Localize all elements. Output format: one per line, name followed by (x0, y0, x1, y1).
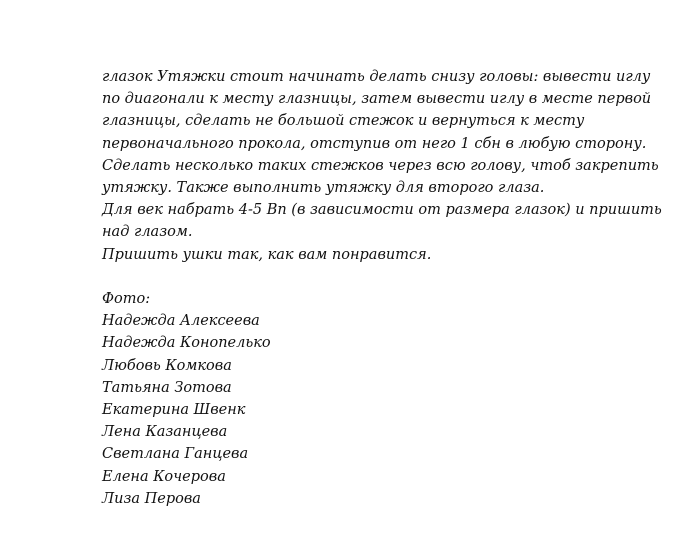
text-line: утяжку. Также выполнить утяжку для второго глаза. (102, 180, 545, 197)
text-line: глазницы, сделать не большой стежок и вернуться к месту (102, 113, 585, 130)
text-line: Сделать несколько таких стежков через всю голову, чтоб закрепить (102, 157, 659, 174)
credit-name: Надежда Алексеева (102, 313, 260, 330)
blank-line (102, 266, 662, 288)
credit-name: Лиза Перова (102, 490, 201, 507)
credit-name: Надежда Конопелько (102, 335, 271, 352)
text-line: Для век набрать 4-5 Вп (в зависимости от размера глазок) и пришить (102, 202, 662, 219)
credit-name: Татьяна Зотова (102, 379, 232, 396)
credit-name: Екатерина Швенк (102, 402, 246, 419)
text-line: над глазом. (102, 224, 193, 241)
text-line: Пришить ушки так, как вам понравится. (102, 246, 432, 263)
instructions-paragraph (102, 66, 662, 266)
credit-name: Светлана Ганцева (102, 446, 249, 463)
credit-name: Любовь Комкова (102, 357, 232, 374)
photo-credits-heading: Фото: (102, 291, 151, 308)
photo-credits (102, 288, 662, 510)
document-body (102, 66, 662, 510)
credit-name: Лена Казанцева (102, 424, 228, 441)
text-line: глазок Утяжки стоит начинать делать снизу головы: вывести иглу (102, 69, 651, 85)
text-line: первоначального прокола, отступив от него 1 сбн в любую сторону. (102, 135, 647, 152)
credit-name: Елена Кочерова (102, 468, 226, 485)
text-line: по диагонали к месту глазницы, затем вывести иглу в месте первой (102, 91, 652, 108)
